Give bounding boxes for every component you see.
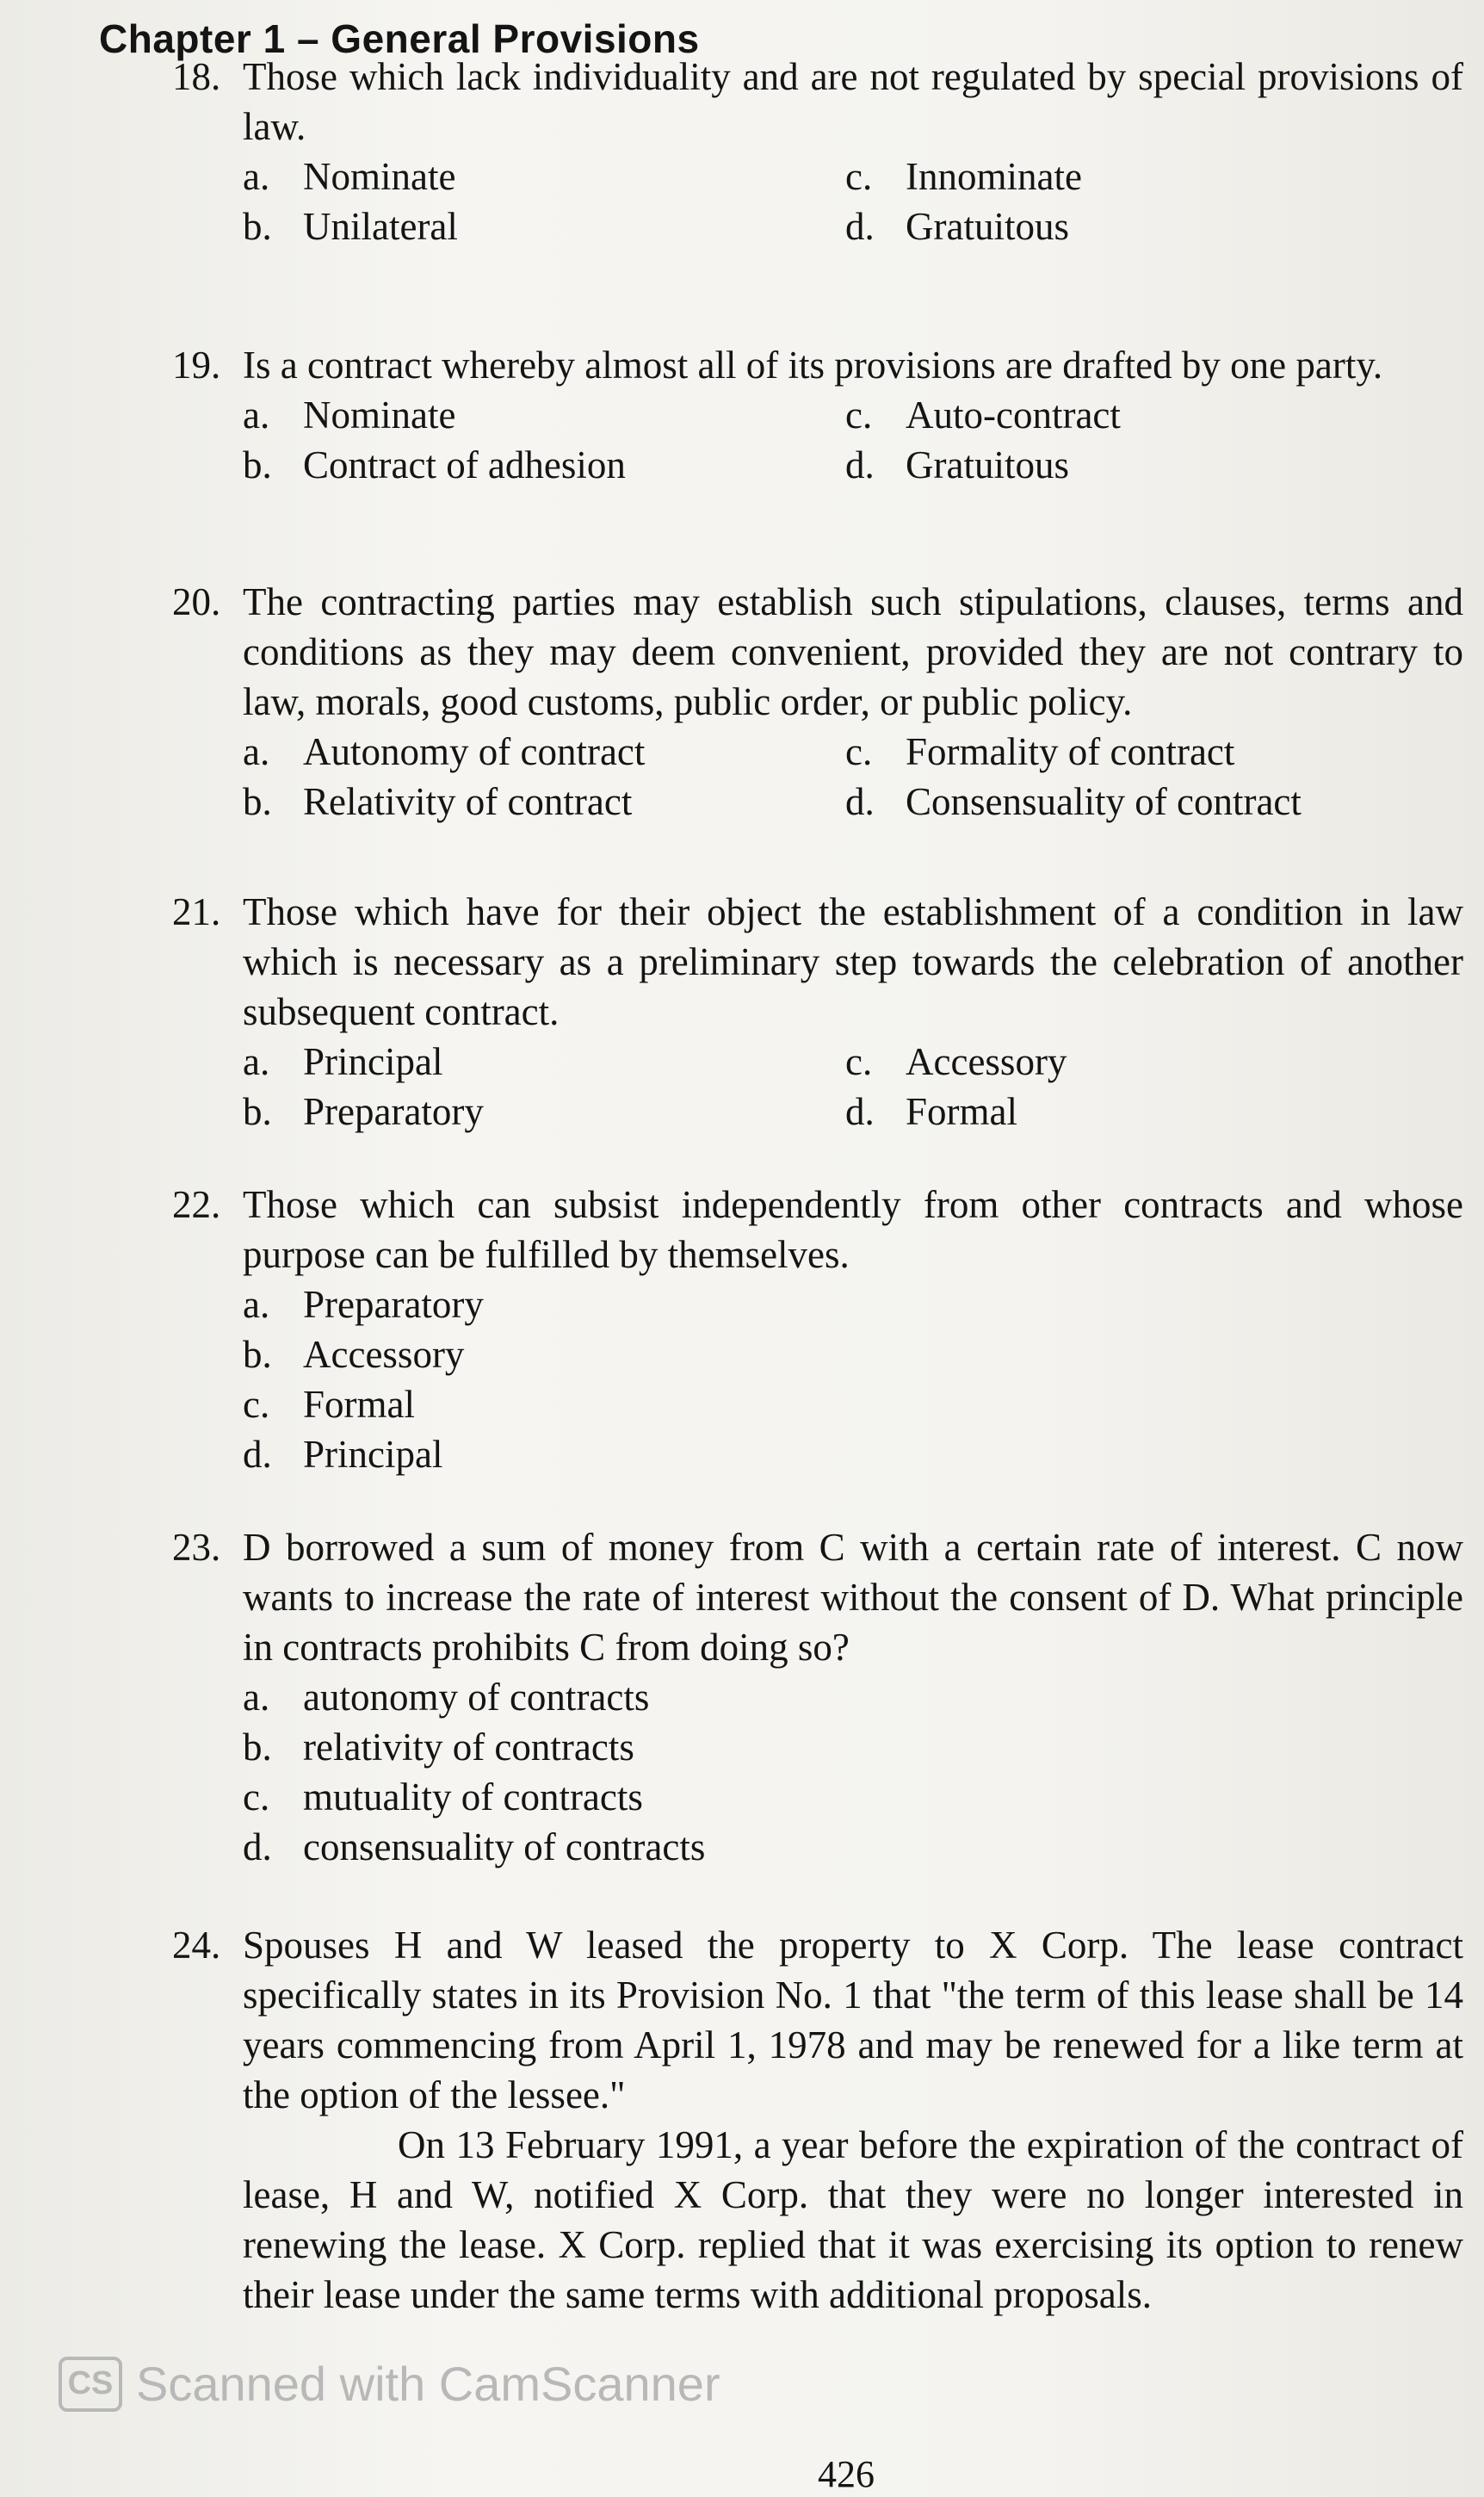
question-text: Those which have for their object the establishment of a condition in law which is necessary as a preliminary step towards the celebration of another subsequent contract. [243,890,1463,1033]
camscanner-watermark [59,2356,720,2412]
page-number: 426 [818,2453,875,2495]
option-c: c. Innominate [845,155,1082,198]
option-d: d. Principal [243,1433,443,1476]
question-paragraph: On 13 February 1991, a year before the expiration of the contract of lease, H and W, notified X Corp. that they were no longer interested in renewing the lease. X Corp. replied that it was exercising its option to renew their lease under the same terms with additional proposals. [243,2123,1463,2316]
question-text: Those which can subsist independently from other contracts and whose purpose can be fulfilled by themselves. [243,1183,1463,1276]
option-a: a. Nominate [243,155,456,198]
question-number: 23. [172,1526,221,1569]
question-24 [172,1920,1463,2320]
option-c: c. Accessory [845,1040,1067,1083]
option-c: c. mutuality of contracts [243,1775,643,1819]
question-text: Is a contract whereby almost all of its provisions are drafted by one party. [243,344,1383,387]
question-18 [172,52,1463,251]
options [243,1279,1456,1479]
option-d: d. Formal [845,1090,1017,1133]
options [243,390,1456,490]
question-21 [172,887,1463,1137]
chapter-header: Chapter 1 – General Provisions [99,16,700,61]
option-d: d. Gratuitous [845,205,1069,248]
options [243,152,1456,251]
question-19 [172,340,1463,490]
question-number: 18. [172,55,221,98]
option-b: b. Unilateral [243,205,458,248]
question-text: Those which lack individuality and are not regulated by special provisions of law. [243,55,1463,148]
option-a: a. autonomy of contracts [243,1676,650,1719]
question-number: 21. [172,890,221,933]
option-a: a. Principal [243,1040,443,1083]
option-b: b. Preparatory [243,1090,484,1133]
question-20 [172,577,1463,827]
option-b: b. Contract of adhesion [243,443,626,486]
camscanner-logo-icon: CS [59,2357,122,2412]
question-text: Spouses H and W leased the property to X Corp. The lease contract specifically states in its Provision No. 1 that "the term of this lease shall be 14 years commencing from April 1, 1978 and may be renewed for a like term at the option of the lessee." [243,1924,1463,2116]
option-c: c. Auto-contract [845,393,1121,437]
question-number: 20. [172,580,221,623]
question-text: D borrowed a sum of money from C with a certain rate of interest. C now wants to increase the rate of interest without the consent of D. What principle in contracts prohibits C from doing so? [243,1526,1463,1669]
question-23 [172,1522,1463,1872]
question-number: 24. [172,1924,221,1967]
question-number: 19. [172,344,221,387]
option-d: d. consensuality of contracts [243,1825,706,1868]
options [243,1672,1456,1872]
question-22 [172,1180,1463,1479]
option-d: d. Gratuitous [845,443,1069,486]
option-a: a. Preparatory [243,1283,484,1326]
options [243,1037,1456,1137]
question-number: 22. [172,1183,221,1226]
option-b: b. relativity of contracts [243,1726,634,1769]
option-c: c. Formality of contract [845,730,1235,773]
option-a: a. Autonomy of contract [243,730,646,773]
question-text: The contracting parties may establish such stipulations, clauses, terms and conditions as they may deem convenient, provided they are not contrary to law, morals, good customs, public order, or public policy. [243,580,1463,723]
option-d: d. Consensuality of contract [845,780,1302,823]
option-c: c. Formal [243,1383,415,1426]
option-a: a. Nominate [243,393,456,437]
option-b: b. Accessory [243,1333,465,1376]
options [243,727,1456,827]
watermark-text: Scanned with CamScanner [136,2357,720,2411]
option-b: b. Relativity of contract [243,780,633,823]
